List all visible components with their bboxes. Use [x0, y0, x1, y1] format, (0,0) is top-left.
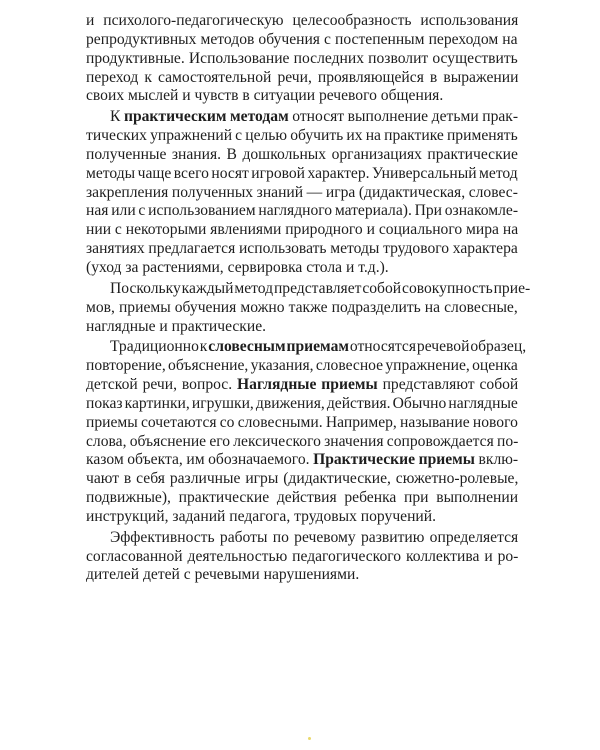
text-line: [86, 50, 518, 69]
text-line: [86, 508, 518, 527]
text-line: [86, 376, 518, 395]
text-line: [86, 548, 518, 567]
text-segment: инструкций, заданий педагога, трудовых поручений.: [86, 507, 437, 525]
text-line: [86, 395, 518, 414]
paragraph: [86, 279, 531, 337]
text-line: [86, 489, 518, 508]
text-line: [86, 433, 518, 452]
paragraph: [86, 12, 518, 106]
text-segment: мов, приемы обучения можно также подразделить на словесные,: [86, 298, 518, 316]
text-segment: повторение, объяснение, указания, словесное упражнение, оценка: [86, 357, 518, 375]
text-segment: Эффективность работы по речевому развитию определяется: [110, 528, 519, 546]
text-line: [86, 451, 518, 470]
text-segment: своих мыслей и чувств в ситуации речевого общения.: [86, 87, 444, 105]
text-segment: полученные знания. В дошкольных организациях практические: [86, 145, 518, 163]
text-line: [86, 146, 518, 165]
text-segment: казом объекта, им обозначаемого.: [86, 451, 314, 469]
text-segment: (уход за растениями, сервировка стола и т.д.).: [86, 258, 389, 276]
text-segment: относятся речевой образец,: [349, 338, 527, 356]
paragraph: [86, 108, 518, 278]
text-line: [86, 318, 518, 337]
text-segment: наглядные и практические.: [86, 317, 267, 335]
text-segment: чают в себя различные игры (дидактические, сюжетно-ролевые,: [86, 470, 519, 488]
text-line: [86, 12, 518, 31]
bold-term: Практические приемы: [313, 451, 475, 469]
text-segment: относят выполнение детьми прак-: [288, 108, 519, 126]
text-segment: ная или с использованием наглядного материала). При ознакомле-: [86, 202, 519, 220]
text-line: [86, 240, 518, 259]
text-segment: и психолого-педагогическую целесообразность использования: [86, 12, 519, 29]
text-segment: согласованной деятельностью педагогического коллектива и ро-: [86, 547, 519, 565]
text-segment: тических упражнений с целью обучить их на практике применять: [86, 127, 518, 145]
text-segment: приемы сочетаются со словесными. Например, называние нового: [86, 413, 518, 431]
text-line: [86, 357, 518, 376]
text-line: [86, 31, 518, 50]
text-segment: методы чаще всего носят игровой характер. Универсальный метод: [86, 164, 518, 182]
text-line: [86, 202, 518, 221]
text-segment: детской речи, вопрос.: [86, 376, 238, 394]
page-mark: [308, 737, 311, 740]
text-line: [86, 414, 518, 433]
page-text: [86, 12, 531, 585]
text-line: [86, 279, 531, 299]
bold-term: словесным приемам: [208, 338, 349, 356]
text-segment: репродуктивных методов обучения с постепенным переходом на: [86, 30, 518, 48]
text-segment: продуктивные. Использование последних позволит осуществить: [86, 49, 518, 67]
text-line: [86, 184, 518, 203]
text-segment: переход к самостоятельной речи, проявляющейся в выражении: [86, 68, 519, 86]
text-segment: закрепления полученных знаний — игра (дидактическая, словес-: [86, 183, 518, 201]
bold-term: Наглядные приемы: [237, 376, 378, 394]
text-segment: Традиционно к: [110, 338, 209, 356]
text-line: [86, 299, 518, 318]
text-line: [86, 259, 518, 278]
text-segment: показ картинки, игрушки, движения, действия. Обычно наглядные: [86, 394, 518, 412]
text-segment: слова, объяснение его лексического значения сопровождается по-: [86, 432, 519, 450]
paragraph: [86, 338, 527, 526]
text-segment: вклю-: [474, 451, 519, 469]
paragraph: [86, 529, 518, 586]
text-line: [86, 165, 518, 184]
text-line: [86, 470, 518, 489]
text-line: [86, 338, 527, 357]
text-segment: занятиях предлагается использовать методы трудового характера: [86, 240, 518, 258]
bold-term: практическим методам: [123, 108, 289, 126]
text-line: [86, 529, 518, 548]
text-segment: дителей детей с речевыми нарушениями.: [86, 566, 360, 584]
text-line: [86, 87, 518, 106]
text-segment: представляют собой: [377, 376, 519, 394]
text-segment: Поскольку каждый метод представляет собой совокупность прие-: [110, 279, 531, 297]
text-line: [86, 69, 518, 88]
text-line: [86, 108, 518, 127]
text-line: [86, 566, 518, 585]
text-line: [86, 221, 518, 240]
text-segment: нии с некоторыми явлениями природного и социального мира на: [86, 221, 519, 239]
text-line: [86, 127, 518, 146]
text-segment: К: [110, 108, 124, 126]
text-segment: подвижные), практические действия ребенка при выполнении: [86, 489, 519, 507]
